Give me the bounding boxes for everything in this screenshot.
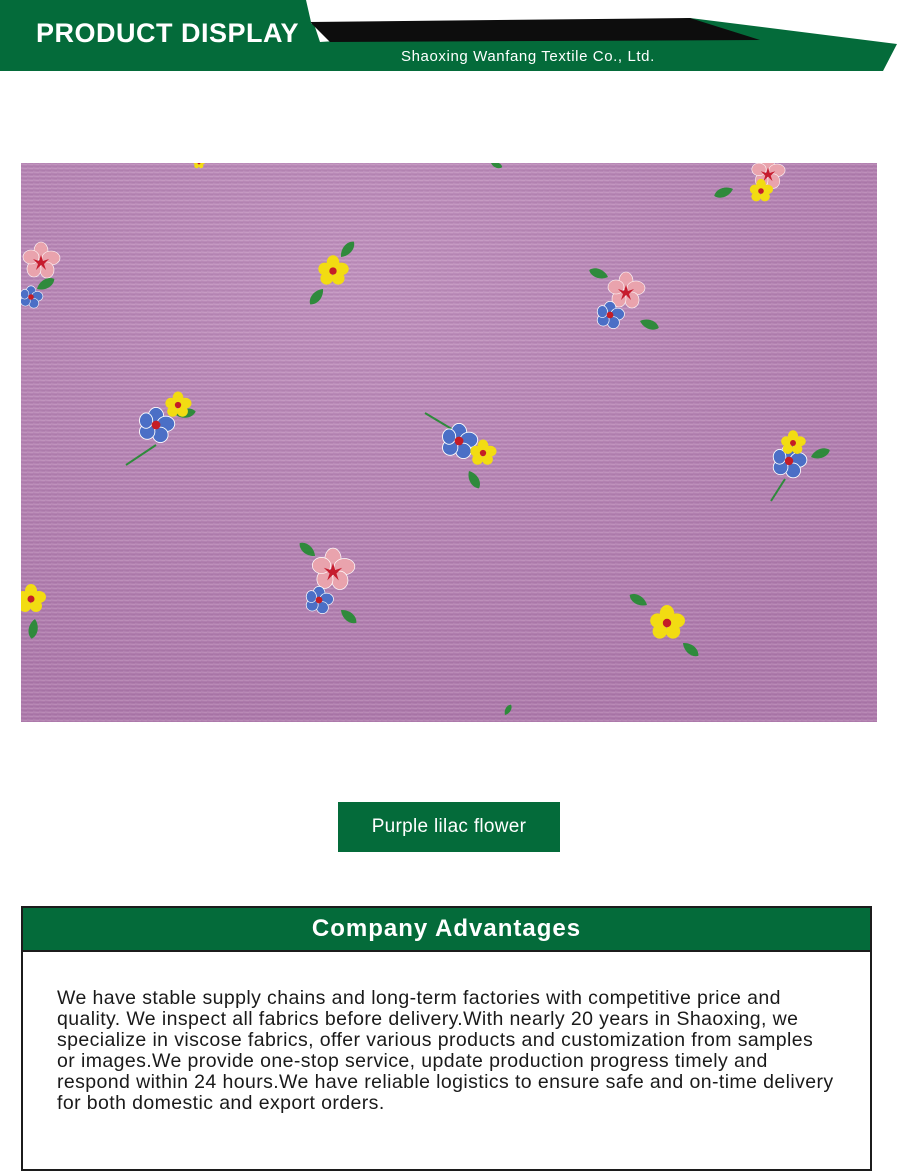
company-name: Shaoxing Wanfang Textile Co., Ltd. [401,48,655,65]
header-banner [0,0,897,75]
product-caption: Purple lilac flower [338,802,560,852]
product-image [21,163,877,722]
advantages-text: We have stable supply chains and long-term factories with competitive price and quality. We inspect all fabrics before delivery.With nearly 20 years in Shaoxing, we specialize in viscose fabrics, offer various products and customization from samples or images.We provide one-stop service, update production progress timely and respond within 24 hours.We have reliable logistics to ensure safe and on-time delivery for both domestic and export orders. [57,987,834,1114]
company-advantages-panel [21,906,872,1171]
page-title: PRODUCT DISPLAY [36,18,300,48]
advantages-heading: Company Advantages [23,908,870,952]
